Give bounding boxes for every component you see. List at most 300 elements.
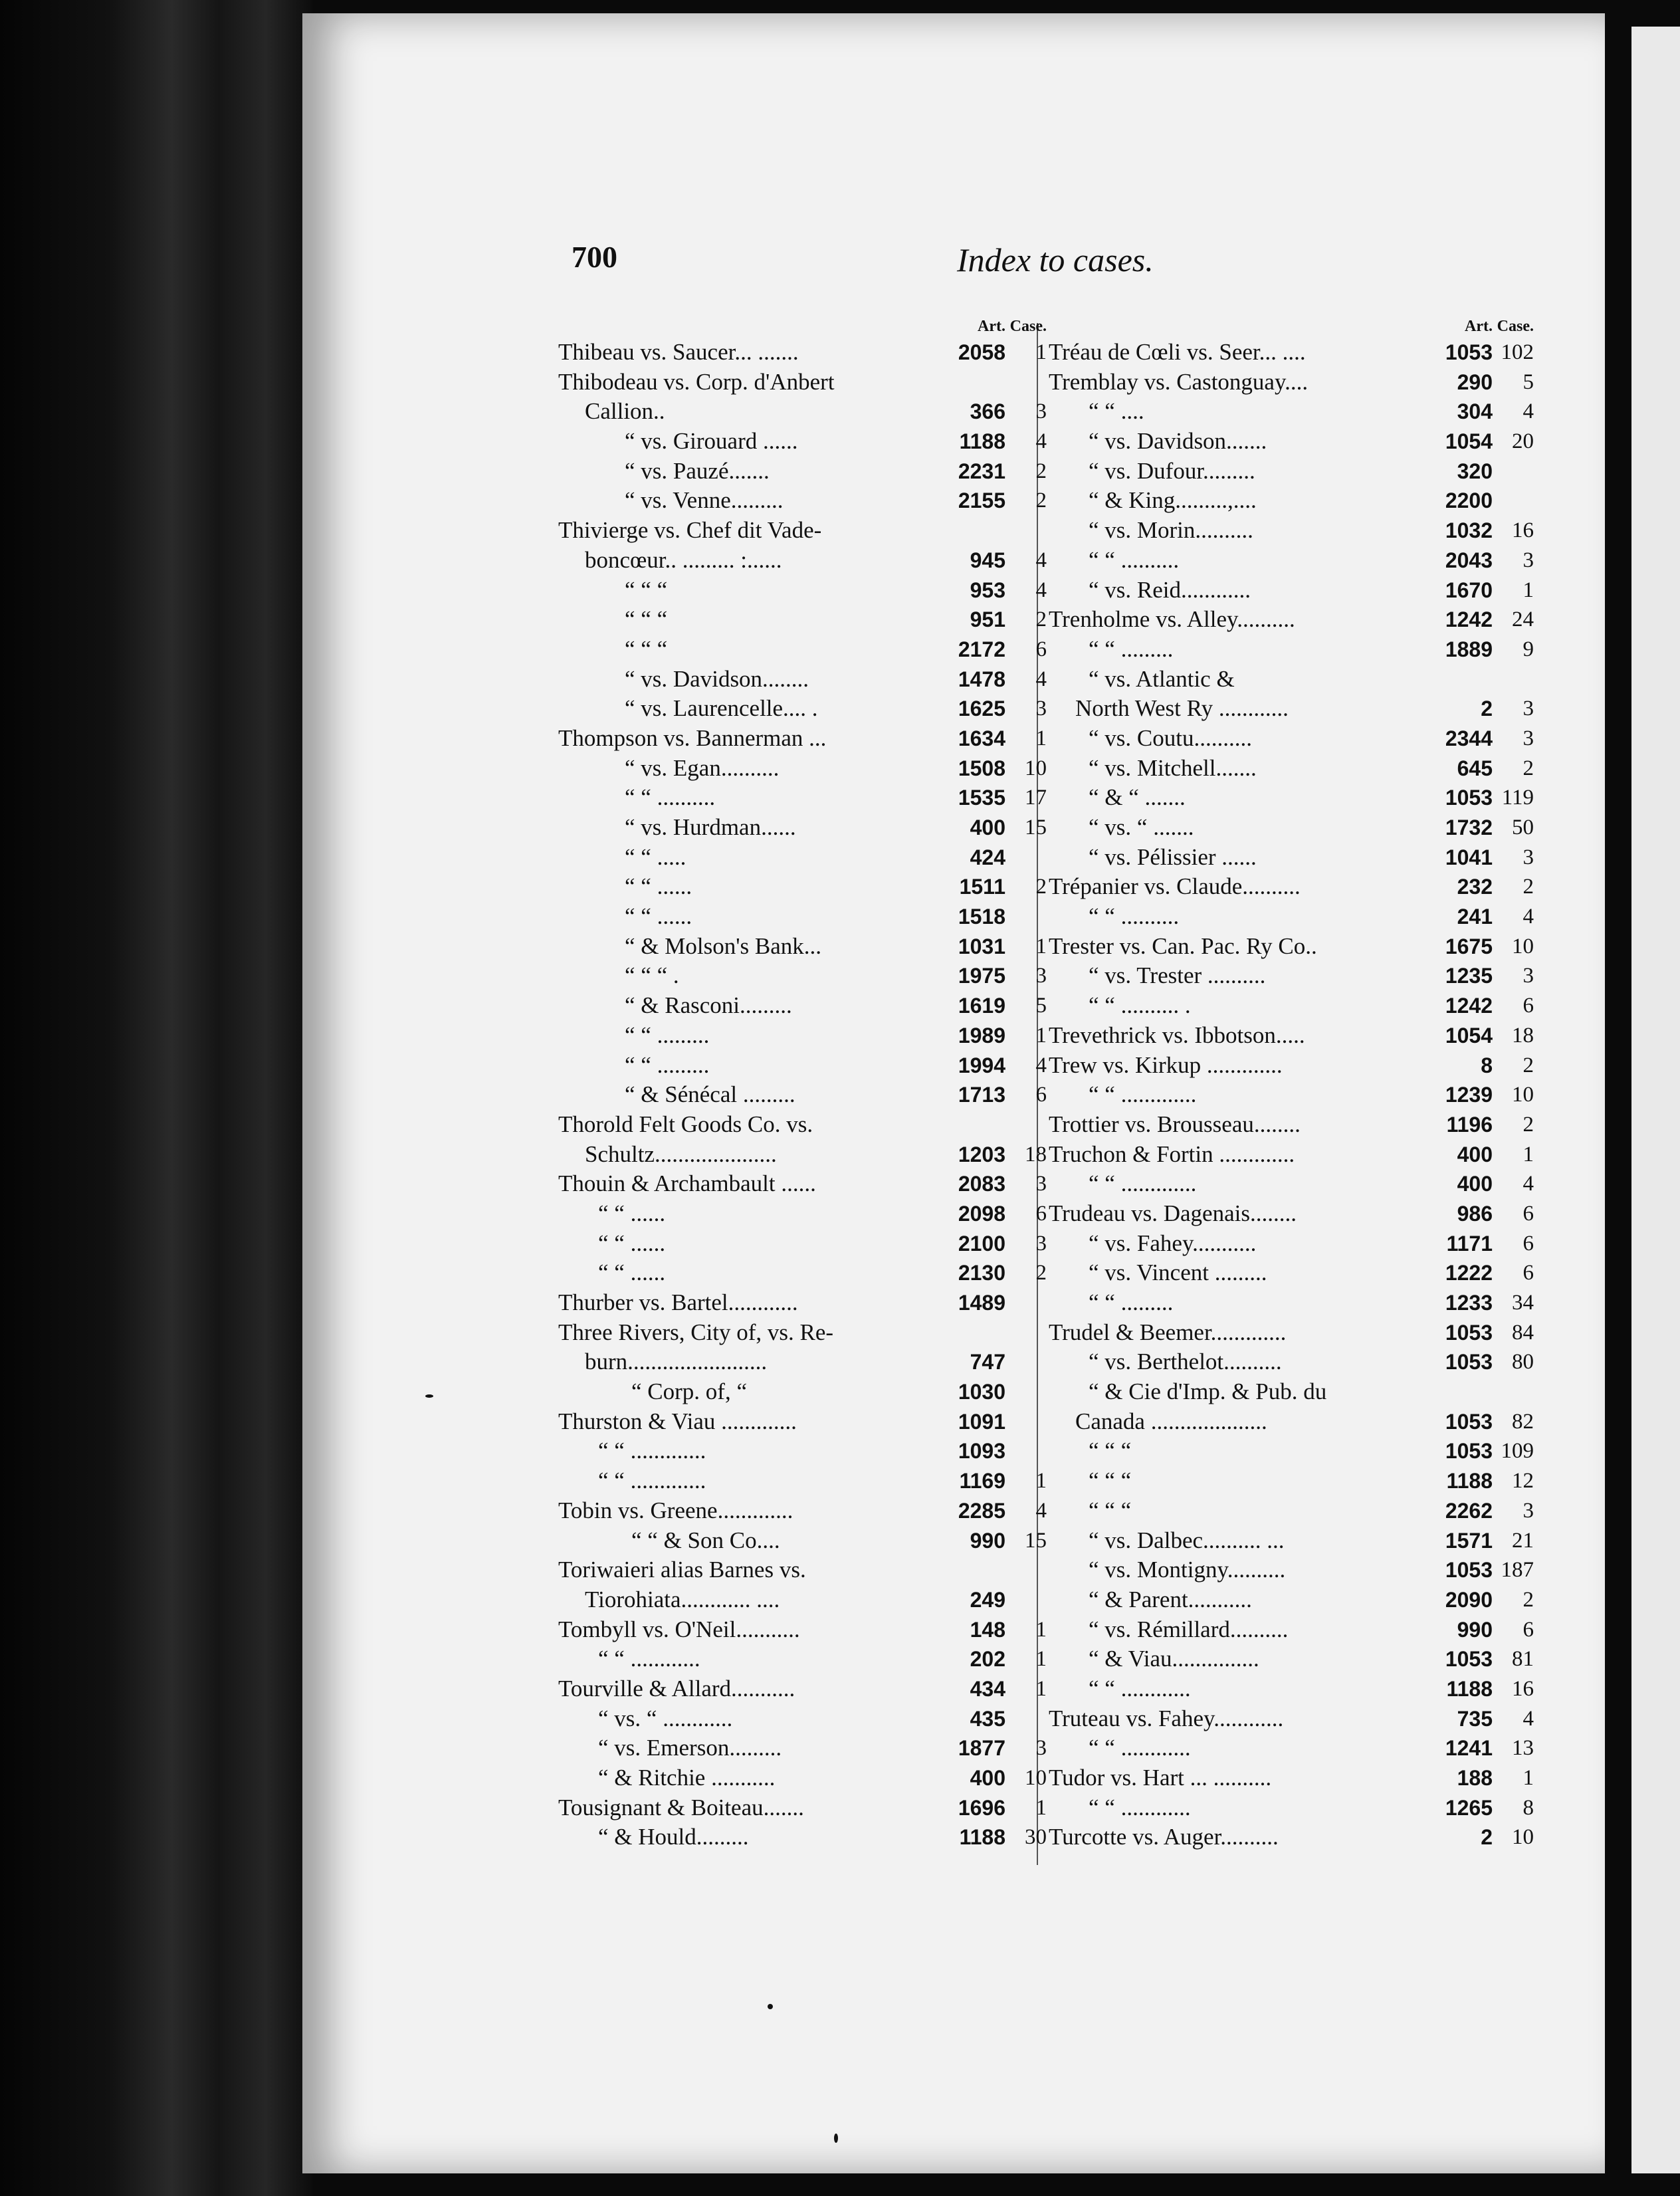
entry-article: 2262	[1445, 1498, 1493, 1523]
index-entry	[1049, 961, 1534, 991]
index-entry	[558, 338, 1047, 368]
entry-text: “ “ “	[1089, 1468, 1132, 1494]
entry-case: 4	[1035, 548, 1047, 572]
index-entry	[558, 1822, 1047, 1852]
entry-case: 5	[1522, 370, 1534, 394]
entry-article: 1511	[959, 875, 1005, 899]
entry-case: 3	[1522, 548, 1534, 572]
entry-text: “ “ ......	[598, 1230, 666, 1256]
index-entry	[558, 1080, 1047, 1110]
entry-case: 1	[1035, 934, 1047, 958]
entry-article: 986	[1457, 1201, 1493, 1226]
entry-article: 747	[970, 1350, 1005, 1374]
entry-case: 5	[1035, 994, 1047, 1018]
index-entry	[558, 991, 1047, 1021]
entry-text: Tousignant & Boiteau.......	[558, 1794, 804, 1820]
entry-text: “ “ ..........	[1089, 903, 1180, 930]
entry-article: 1053	[1445, 1320, 1493, 1345]
entry-case: 6	[1522, 1261, 1534, 1285]
index-entry	[1049, 486, 1534, 516]
entry-text: “ vs. Hurdman......	[625, 814, 796, 840]
entry-case: 2	[1035, 489, 1047, 513]
entry-article: 435	[970, 1706, 1005, 1731]
entry-article: 249	[970, 1587, 1005, 1612]
index-entry	[1049, 397, 1534, 427]
index-entry	[558, 724, 1047, 754]
entry-text: “ “ .........	[625, 1051, 710, 1078]
entry-case: 24	[1512, 607, 1534, 632]
entry-case: 6	[1522, 994, 1534, 1018]
column-header	[558, 318, 1047, 338]
entry-case: 4	[1035, 1498, 1047, 1523]
entry-text: Schultz.....................	[585, 1141, 777, 1167]
index-entry	[1049, 813, 1534, 843]
entry-case: 3	[1522, 845, 1534, 869]
index-entry	[558, 1407, 1047, 1437]
entry-article: 188	[1457, 1766, 1493, 1790]
entry-case: 6	[1522, 1617, 1534, 1642]
entry-article: 232	[1457, 875, 1493, 899]
index-entry	[558, 1496, 1047, 1526]
entry-case: 2	[1035, 875, 1047, 899]
entry-article: 951	[970, 607, 1005, 632]
entry-text: “ “ .........	[1089, 1289, 1174, 1315]
index-entry	[1049, 457, 1534, 487]
entry-text: “ vs. Laurencelle.... .	[625, 695, 818, 722]
entry-text: “ “ .........	[625, 1022, 710, 1048]
entry-case: 20	[1512, 429, 1534, 454]
entry-text: “ vs. Venne.........	[625, 487, 784, 514]
index-entry	[1049, 1377, 1534, 1407]
entry-text: “ “ ............	[1089, 1735, 1191, 1761]
index-entry	[1049, 1822, 1534, 1852]
entry-text: “ & Viau...............	[1089, 1646, 1259, 1672]
entry-article: 1242	[1445, 994, 1493, 1018]
entry-case: 1	[1035, 1676, 1047, 1701]
index-entry	[558, 1140, 1047, 1170]
index-entry	[1049, 1169, 1534, 1199]
entry-text: Thouin & Archambault ......	[558, 1170, 816, 1197]
entry-text: Trew vs. Kirkup .............	[1049, 1051, 1283, 1078]
entry-text: Callion..	[585, 398, 665, 425]
index-entry	[558, 1466, 1047, 1496]
entry-text: “ “ ......	[625, 873, 692, 900]
index-entry	[1049, 694, 1534, 724]
index-entry	[1049, 516, 1534, 546]
entry-case: 6	[1522, 1231, 1534, 1256]
index-entry	[558, 397, 1047, 427]
entry-article: 1196	[1446, 1112, 1493, 1137]
entry-case: 1	[1035, 1795, 1047, 1820]
entry-case: 16	[1512, 518, 1534, 543]
index-entry	[1049, 1526, 1534, 1556]
entry-text: Trépanier vs. Claude..........	[1049, 873, 1301, 900]
entry-text: burn........................	[585, 1349, 768, 1375]
entry-text: “ “ “	[1089, 1438, 1132, 1464]
entry-article: 1265	[1445, 1795, 1493, 1820]
entry-text: Truteau vs. Fahey............	[1049, 1705, 1284, 1731]
entry-case: 1	[1035, 1647, 1047, 1672]
index-entry	[1049, 1615, 1534, 1645]
entry-case: 1	[1522, 578, 1534, 602]
entry-case: 2	[1035, 607, 1047, 632]
entry-article: 2285	[958, 1498, 1005, 1523]
entry-text: Tudor vs. Hart ... ..........	[1049, 1765, 1272, 1791]
entry-article: 2100	[958, 1231, 1005, 1256]
index-rows	[558, 338, 1047, 1852]
entry-text: Tréau de Cœli vs. Seer... ....	[1049, 339, 1306, 365]
entry-case: 3	[1522, 726, 1534, 750]
entry-text: “ “ .....	[625, 843, 686, 870]
entry-case: 4	[1522, 905, 1534, 929]
case-header: Case.	[1009, 318, 1047, 335]
index-entry	[1049, 1288, 1534, 1318]
index-entry	[558, 368, 1047, 397]
entry-text: “ & Rasconi.........	[625, 992, 792, 1019]
entry-text: “ “ ......	[625, 903, 692, 930]
entry-text: Canada ....................	[1075, 1408, 1267, 1434]
entry-text: “ “ .............	[598, 1468, 706, 1494]
entry-article: 1235	[1445, 964, 1493, 988]
entry-text: Thibeau vs. Saucer... .......	[558, 339, 799, 365]
entry-text: Trenholme vs. Alley..........	[1049, 606, 1295, 633]
entry-case: 1	[1035, 1617, 1047, 1642]
entry-article: 1203	[958, 1142, 1005, 1166]
entry-article: 2172	[958, 637, 1005, 661]
entry-text: “ “ “	[625, 606, 668, 633]
entry-article: 1241	[1445, 1736, 1493, 1761]
index-entry	[558, 1555, 1047, 1585]
index-entry	[558, 665, 1047, 695]
index-entry	[558, 486, 1047, 516]
index-entry	[1049, 1229, 1534, 1259]
entry-article: 1053	[1445, 786, 1493, 810]
entry-text: Trevethrick vs. Ibbotson.....	[1049, 1022, 1305, 1048]
entry-text: “ vs. Rémillard..........	[1089, 1616, 1289, 1642]
entry-case: 1	[1035, 726, 1047, 750]
index-entry	[558, 902, 1047, 932]
entry-case: 6	[1035, 637, 1047, 661]
entry-article: 1571	[1445, 1528, 1493, 1553]
entry-article: 2	[1481, 697, 1493, 721]
entry-text: Thurber vs. Bartel............	[558, 1289, 798, 1315]
entry-case: 3	[1035, 1736, 1047, 1761]
entry-article: 2155	[958, 489, 1005, 513]
entry-article: 1093	[958, 1439, 1005, 1464]
entry-article: 1478	[958, 667, 1005, 691]
entry-case: 3	[1035, 964, 1047, 988]
index-entry	[1049, 872, 1534, 902]
entry-article: 1054	[1445, 1023, 1493, 1047]
entry-case: 4	[1035, 1053, 1047, 1077]
entry-article: 1975	[958, 964, 1005, 988]
entry-article: 1489	[958, 1291, 1005, 1315]
entry-case: 10	[1025, 756, 1047, 780]
entry-case: 1	[1035, 340, 1047, 364]
entry-article: 645	[1457, 756, 1493, 780]
entry-case: 10	[1025, 1766, 1047, 1790]
entry-text: “ vs. Mitchell.......	[1089, 754, 1257, 781]
entry-article: 1032	[1445, 518, 1493, 543]
index-entry	[558, 961, 1047, 991]
entry-text: “ vs. Emerson.........	[598, 1735, 782, 1761]
page-number: 700	[572, 240, 617, 274]
entry-case: 10	[1512, 1083, 1534, 1107]
index-entry	[1049, 1674, 1534, 1704]
index-entry	[1049, 1436, 1534, 1466]
entry-article: 990	[1457, 1617, 1493, 1642]
entry-article: 1889	[1445, 637, 1493, 661]
index-entry	[558, 605, 1047, 635]
entry-text: “ Corp. of, “	[631, 1378, 747, 1405]
entry-article: 1222	[1445, 1261, 1493, 1285]
entry-text: “ vs. Trester ..........	[1089, 962, 1266, 989]
entry-article: 434	[970, 1676, 1005, 1701]
entry-text: “ vs. Atlantic &	[1089, 665, 1235, 692]
index-entry	[1049, 1021, 1534, 1051]
entry-article: 735	[1457, 1706, 1493, 1731]
entry-article: 1053	[1445, 1439, 1493, 1464]
entry-case: 8	[1522, 1795, 1534, 1820]
entry-text: Tobin vs. Greene.............	[558, 1497, 793, 1523]
entry-text: Tourville & Allard...........	[558, 1675, 795, 1702]
index-entry	[558, 427, 1047, 457]
entry-article: 1233	[1445, 1291, 1493, 1315]
entry-article: 2	[1481, 1825, 1493, 1850]
index-entry	[558, 694, 1047, 724]
entry-text: “ & Cie d'Imp. & Pub. du	[1089, 1378, 1327, 1405]
index-entry	[558, 754, 1047, 784]
index-entry	[1049, 783, 1534, 813]
index-entry	[1049, 1555, 1534, 1585]
index-entry	[1049, 635, 1534, 665]
entry-article: 1188	[1446, 1469, 1493, 1493]
index-entry	[558, 457, 1047, 487]
index-entry	[558, 1199, 1047, 1229]
entry-article: 1091	[958, 1409, 1005, 1434]
entry-text: “ vs. “ ............	[598, 1705, 733, 1731]
index-entry	[558, 1377, 1047, 1407]
index-entry	[558, 1674, 1047, 1704]
entry-case: 4	[1035, 578, 1047, 602]
entry-text: “ vs. Pélissier ......	[1089, 843, 1257, 870]
entry-text: Thivierge vs. Chef dit Vade-	[558, 517, 822, 544]
entry-case: 6	[1522, 1201, 1534, 1226]
entry-text: “ “ “	[1089, 1497, 1132, 1523]
entry-text: “ “ ..........	[1089, 546, 1180, 573]
entry-case: 6	[1035, 1083, 1047, 1107]
entry-article: 148	[970, 1617, 1005, 1642]
entry-case: 4	[1035, 429, 1047, 454]
entry-text: “ & Parent...........	[1089, 1586, 1252, 1612]
entry-article: 2130	[958, 1261, 1005, 1285]
entry-case: 2	[1522, 1112, 1534, 1137]
index-entry	[558, 1051, 1047, 1081]
entry-article: 990	[970, 1528, 1005, 1553]
entry-text: “ “ .............	[1089, 1170, 1197, 1197]
entry-article: 1508	[958, 756, 1005, 780]
entry-article: 1619	[958, 994, 1005, 1018]
entry-text: Thompson vs. Bannerman ...	[558, 724, 827, 751]
entry-article: 2231	[958, 459, 1005, 483]
entry-article: 1696	[958, 1795, 1005, 1820]
index-entry	[558, 1318, 1047, 1348]
entry-text: “ & Ritchie ...........	[598, 1765, 776, 1791]
entry-case: 2	[1035, 459, 1047, 483]
entry-case: 21	[1512, 1528, 1534, 1553]
entry-text: “ vs. Pauzé.......	[625, 457, 770, 484]
entry-case: 6	[1035, 1201, 1047, 1226]
index-entry	[1049, 1585, 1534, 1615]
index-entry	[558, 1436, 1047, 1466]
entry-article: 1535	[958, 786, 1005, 810]
index-entry	[1049, 1644, 1534, 1674]
index-entry	[558, 1347, 1047, 1377]
index-entry	[1049, 605, 1534, 635]
index-entry	[1049, 1080, 1534, 1110]
index-entry	[1049, 1466, 1534, 1496]
entry-text: “ “ & Son Co....	[631, 1527, 780, 1553]
entry-case: 10	[1512, 934, 1534, 958]
entry-case: 12	[1512, 1469, 1534, 1493]
entry-text: Truchon & Fortin .............	[1049, 1141, 1295, 1167]
art-header: Art.	[1465, 318, 1493, 335]
entry-article: 1054	[1445, 429, 1493, 454]
index-column-left	[558, 318, 1047, 1852]
entry-case: 13	[1512, 1736, 1534, 1761]
index-entry	[558, 932, 1047, 962]
index-entry	[558, 1585, 1047, 1615]
index-entry	[558, 1021, 1047, 1051]
entry-text: “ vs. Fahey...........	[1089, 1230, 1257, 1256]
entry-article: 304	[1457, 399, 1493, 424]
entry-article: 945	[970, 548, 1005, 572]
index-entry	[558, 1526, 1047, 1556]
index-entry	[1049, 338, 1534, 368]
scan-speck	[834, 2134, 838, 2143]
entry-case: 2	[1522, 1587, 1534, 1612]
entry-text: “ & Molson's Bank...	[625, 933, 822, 959]
entry-case: 3	[1522, 1498, 1534, 1523]
entry-text: “ “ .........	[1089, 635, 1174, 662]
entry-case: 15	[1025, 1528, 1047, 1553]
entry-case: 4	[1522, 1172, 1534, 1196]
entry-article: 400	[1457, 1172, 1493, 1196]
entry-article: 1041	[1445, 845, 1493, 869]
index-rows	[1049, 338, 1534, 1852]
entry-case: 2	[1035, 1261, 1047, 1285]
entry-text: “ vs. Vincent .........	[1089, 1260, 1267, 1286]
entry-case: 30	[1025, 1825, 1047, 1850]
entry-article: 2090	[1445, 1587, 1493, 1612]
entry-case: 4	[1522, 399, 1534, 424]
entry-text: “ & Sénécal .........	[625, 1081, 795, 1108]
index-entry	[558, 1110, 1047, 1140]
entry-text: “ “ ............	[1089, 1675, 1191, 1702]
running-title: Index to cases.	[957, 241, 1154, 278]
entry-article: 1675	[1445, 934, 1493, 958]
index-entry	[1049, 1704, 1534, 1734]
index-entry	[1049, 991, 1534, 1021]
entry-text: “ vs. Dufour.........	[1089, 457, 1255, 484]
entry-text: Trottier vs. Brousseau........	[1049, 1111, 1301, 1137]
entry-article: 1053	[1445, 340, 1493, 364]
index-entry	[1049, 1793, 1534, 1823]
entry-article: 290	[1457, 370, 1493, 394]
entry-article: 1053	[1445, 1558, 1493, 1583]
index-entry	[558, 546, 1047, 576]
entry-text: Tremblay vs. Castonguay....	[1049, 368, 1309, 395]
entry-article: 1732	[1445, 816, 1493, 839]
index-entry	[558, 635, 1047, 665]
index-entry	[1049, 1051, 1534, 1081]
index-entry	[558, 1615, 1047, 1645]
entry-article: 1239	[1445, 1083, 1493, 1107]
entry-case: 4	[1035, 667, 1047, 691]
index-entry	[1049, 932, 1534, 962]
index-column-right	[1049, 318, 1534, 1852]
index-entry	[1049, 843, 1534, 873]
index-entry	[1049, 665, 1534, 695]
entry-article: 1031	[958, 934, 1005, 958]
entry-article: 400	[970, 816, 1005, 839]
entry-case: 3	[1035, 697, 1047, 721]
index-entry	[558, 1763, 1047, 1793]
entry-article: 953	[970, 578, 1005, 602]
entry-text: Tombyll vs. O'Neil...........	[558, 1616, 800, 1642]
entry-case: 18	[1025, 1142, 1047, 1166]
entry-article: 2058	[958, 340, 1005, 364]
entry-text: “ vs. Montigny..........	[1089, 1557, 1286, 1583]
entry-article: 1989	[958, 1023, 1005, 1047]
entry-article: 400	[1457, 1142, 1493, 1166]
entry-text: Thorold Felt Goods Co. vs.	[558, 1111, 813, 1137]
entry-text: “ vs. Coutu..........	[1089, 724, 1252, 751]
entry-article: 1242	[1445, 607, 1493, 632]
book-spine	[0, 0, 312, 2196]
entry-text: Trudeau vs. Dagenais........	[1049, 1200, 1297, 1226]
entry-case: 1	[1522, 1142, 1534, 1166]
index-entry	[1049, 1763, 1534, 1793]
entry-text: North West Ry ............	[1075, 695, 1289, 722]
index-entry	[1049, 1140, 1534, 1170]
entry-article: 320	[1457, 459, 1493, 483]
index-entry	[558, 843, 1047, 873]
entry-case: 109	[1501, 1439, 1534, 1464]
entry-case: 10	[1512, 1825, 1534, 1850]
entry-case: 187	[1501, 1558, 1534, 1583]
scan-speck	[425, 1394, 433, 1398]
index-entry	[558, 1169, 1047, 1199]
entry-article: 2043	[1445, 548, 1493, 572]
entry-case: 2	[1522, 1053, 1534, 1077]
index-entry	[558, 783, 1047, 813]
index-entry	[558, 576, 1047, 605]
entry-text: Toriwaieri alias Barnes vs.	[558, 1557, 806, 1583]
entry-article: 2098	[958, 1201, 1005, 1226]
entry-text: Turcotte vs. Auger..........	[1049, 1824, 1279, 1850]
index-entry	[558, 1793, 1047, 1823]
index-entry	[1049, 1199, 1534, 1229]
entry-text: “ “ .............	[598, 1438, 706, 1464]
entry-text: “ vs. “ .......	[1089, 814, 1194, 840]
index-entry	[1049, 1347, 1534, 1377]
entry-text: “ “ ............	[598, 1646, 700, 1672]
entry-article: 1518	[958, 905, 1005, 929]
entry-case: 102	[1501, 340, 1534, 364]
entry-article: 1053	[1445, 1350, 1493, 1374]
entry-text: “ & King.........,....	[1089, 487, 1257, 514]
